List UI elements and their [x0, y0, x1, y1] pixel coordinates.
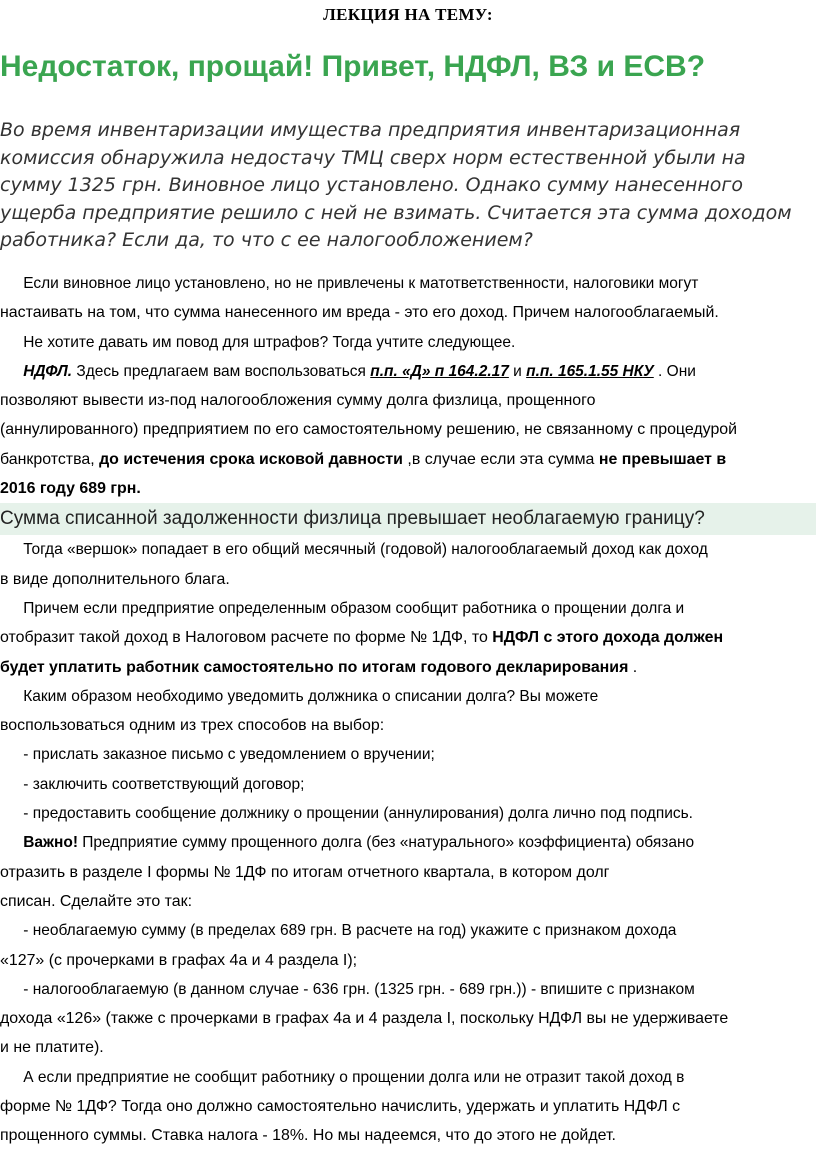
section-subheading: Сумма списанной задолженности физлица превышает необлагаемую границу? [0, 503, 816, 535]
p3-l4-a: банкротства, [0, 450, 100, 468]
paragraph-3-line-3: (аннулированного) предприятием по его самостоятельному решению, не связанному с процедурой [0, 421, 738, 439]
p7-text-1: Предприятие сумму прощенного долга (без «натурального» коэффициента) обязано [77, 834, 695, 852]
ndfl-label: НДФЛ. [23, 362, 73, 380]
paragraph-9-line-1: - налогооблагаемую (в данном случае - 636 грн. (1325 грн. - 689 грн.)) - впишите с признаком [23, 980, 695, 998]
tax-code-link-164[interactable]: п.п. «Д» п 164.2.17 [370, 362, 509, 380]
p3-l4-b: до истечения срока исковой давности [99, 450, 403, 468]
p3-text-2: и [508, 362, 527, 380]
list-item: - заключить соответствующий договор; [23, 775, 305, 793]
p5-l2-b: НДФЛ с этого дохода должен [492, 629, 724, 647]
p3-l4-d: не превышает в [598, 450, 727, 468]
paragraph-7-line-1 [0, 828, 790, 857]
paragraph-2: Не хотите давать им повод для штрафов? Тогда учтите следующее. [23, 333, 516, 351]
paragraph-4-line-2: в виде дополнительного блага. [0, 570, 230, 588]
paragraph-8-line-1: - необлагаемую сумму (в пределах 689 грн. В расчете на год) укажите с признаком дохода [23, 922, 677, 940]
paragraph-5-line-1: Причем если предприятие определенным образом сообщит работника о прощении долга и [23, 599, 685, 617]
p5-l3-b: . [628, 658, 638, 676]
intro-paragraph: Во время инвентаризации имущества предприятия инвентаризационная комиссия обнаружила недостачу ТМЦ сверх норм естественной убыли на сумму 1325 грн. Виновное лицо установлено. Однако сумму нанесенного ущерба предприятие решило с ней не взимать. Считается эта сумма доходом работника? Если да, то что с ее налогообложением? [0, 119, 792, 251]
paragraph-3-line-4 [0, 445, 812, 474]
paragraph-7-line-2: отразить в разделе I формы № 1ДФ по итогам отчетного квартала, в котором долг [0, 863, 610, 881]
paragraph-10-line-3: прощенного суммы. Ставка налога - 18%. Но мы надеемся, что до этого не дойдет. [0, 1127, 616, 1145]
p3-text-1: Здесь предлагаем вам воспользоваться [72, 362, 371, 380]
p3-l4-c: ,в случае если эта сумма [402, 450, 599, 468]
paragraph-6-line-2: воспользоваться одним из трех способов на выбор: [0, 717, 385, 735]
paragraph-9-line-2: дохода «126» (также с прочерками в графах 4а и 4 раздела I, поскольку НДФЛ вы не удерживаете [0, 1010, 729, 1028]
lecture-label: ЛЕКЦИЯ НА ТЕМУ: [323, 5, 493, 24]
paragraph-10-line-2: форме № 1ДФ? Тогда оно должно самостоятельно начислить, удержать и уплатить НДФЛ с [0, 1098, 681, 1116]
list-item: - прислать заказное письмо с уведомлением о вручении; [23, 746, 435, 764]
p5-l2-a: отобразит такой доход в Налоговом расчете по форме № 1ДФ, то [0, 629, 493, 647]
paragraph-9-line-3: и не платите). [0, 1039, 104, 1057]
list-item: - предоставить сообщение должнику о прощении (аннулирования) долга лично под подпись. [23, 805, 693, 823]
paragraph-3-line-1 [0, 357, 790, 386]
paragraph-1-line-2: настаивать на том, что сумма нанесенного им вреда - это его доход. Причем налогооблагаемый. [0, 304, 719, 322]
tax-code-link-165[interactable]: п.п. 165.1.55 НКУ [526, 362, 654, 380]
page-title: Недостаток, прощай! Привет, НДФЛ, ВЗ и ЕСВ? [0, 50, 706, 83]
paragraph-5-line-3 [0, 653, 812, 682]
article-body [0, 269, 816, 1151]
paragraph-6-line-1: Каким образом необходимо уведомить должника о списании долга? Вы можете [23, 687, 599, 705]
paragraph-3-line-5: 2016 году 689 грн. [0, 480, 141, 498]
paragraph-10-line-1: А если предприятие не сообщит работнику о прощении долга или не отразит такой доход в [23, 1068, 685, 1086]
paragraph-7-line-3: списан. Сделайте это так: [0, 892, 193, 910]
p3-text-3: . Они [653, 362, 696, 380]
paragraph-8-line-2: «127» (с прочерками в графах 4а и 4 раздела I); [0, 951, 358, 969]
paragraph-3-line-2: позволяют вывести из-под налогообложения сумму долга физлица, прощенного [0, 392, 596, 410]
paragraph-1-line-1: Если виновное лицо установлено, но не привлечены к матответственности, налоговики могут [23, 275, 699, 292]
paragraph-5-line-2 [0, 623, 812, 652]
p5-l3-a: будет уплатить работник самостоятельно по итогам годового декларирования [0, 658, 629, 676]
important-label: Важно! [23, 834, 78, 852]
paragraph-4-line-1: Тогда «вершок» попадает в его общий месячный (годовой) налогооблагаемый доход как доход [23, 541, 708, 559]
